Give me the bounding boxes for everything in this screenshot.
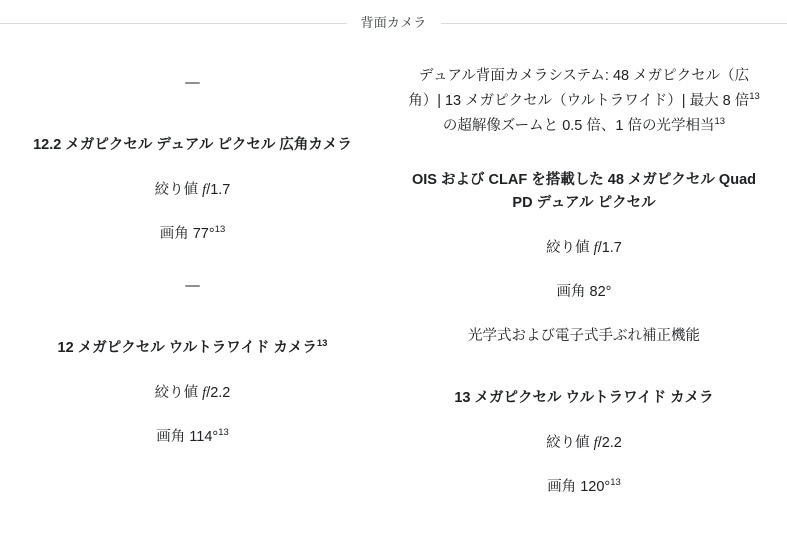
right-system-description-part1: デュアル背面カメラシステム: 48 メガピクセル（広角）| 13 メガピクセル（ウルトラワイド）| 最大 8 倍	[408, 68, 750, 109]
left-ultrawide-aperture-value: /2.2	[206, 385, 231, 401]
right-main-camera-title: OIS および CLAF を搭載した 48 メガピクセル Quad PD デュアル ピクセル	[412, 172, 756, 211]
right-ultrawide-fov-text: 画角 120°	[547, 479, 611, 495]
aperture-f-symbol: f	[202, 385, 207, 401]
right-device-column	[385, 42, 787, 498]
section-rule-left	[0, 23, 347, 24]
left-ultrawide-fov-footnote: 13	[218, 427, 229, 439]
left-ultrawide-title-footnote: 13	[316, 338, 328, 350]
right-system-footnote-2: 13	[714, 116, 726, 128]
right-system-description-part2: の超解像ズームと 0.5 倍、1 倍の光学相当	[442, 118, 715, 134]
right-stabilization: 光学式および電子式手ぶれ補正機能	[468, 328, 700, 344]
section-header	[0, 0, 787, 32]
right-main-fov: 画角 82°	[556, 284, 612, 300]
right-ultrawide-camera-title: 13 メガピクセル ウルトラワイド カメラ	[454, 390, 714, 406]
left-wide-fov-footnote: 13	[214, 224, 226, 236]
left-wide-fov	[24, 223, 361, 245]
left-ultrawide-aperture-label: 絞り値	[154, 385, 203, 401]
right-ultrawide-aperture-label: 絞り値	[546, 435, 594, 451]
right-system-description	[407, 64, 761, 139]
aperture-f-symbol: f	[202, 182, 207, 198]
left-wide-aperture-value: /1.7	[206, 182, 231, 198]
left-wide-camera-title: 12.2 メガピクセル デュアル ピクセル 広角カメラ	[33, 137, 352, 153]
left-wide-fov-text: 画角 77°	[159, 226, 215, 242]
left-ultrawide-fov-text: 画角 114°	[156, 429, 219, 445]
left-wide-aperture-label: 絞り値	[154, 182, 203, 198]
aperture-f-symbol: f	[593, 435, 598, 451]
left-wide-aperture	[24, 179, 361, 201]
right-ultrawide-fov	[407, 476, 761, 498]
left-ultrawide-aperture	[24, 382, 361, 404]
right-main-aperture-value: /1.7	[597, 240, 622, 256]
spec-columns	[0, 42, 787, 498]
left-device-column	[0, 42, 385, 448]
right-ultrawide-aperture	[407, 432, 761, 454]
right-ultrawide-aperture-value: /2.2	[597, 435, 622, 451]
right-system-footnote-1: 13	[749, 91, 760, 103]
section-title: 背面カメラ	[360, 15, 427, 30]
left-ultrawide-camera-title	[24, 337, 361, 360]
section-rule-right	[441, 23, 787, 24]
left-dash-2: —	[185, 278, 200, 294]
left-ultrawide-camera-title-text: 12 メガピクセル ウルトラワイド カメラ	[57, 340, 317, 356]
left-ultrawide-fov	[24, 426, 361, 448]
aperture-f-symbol: f	[593, 240, 598, 256]
left-dash-1: —	[185, 75, 200, 91]
right-main-aperture-label: 絞り値	[546, 240, 594, 256]
right-main-aperture	[407, 237, 761, 259]
right-ultrawide-fov-footnote: 13	[610, 477, 621, 489]
